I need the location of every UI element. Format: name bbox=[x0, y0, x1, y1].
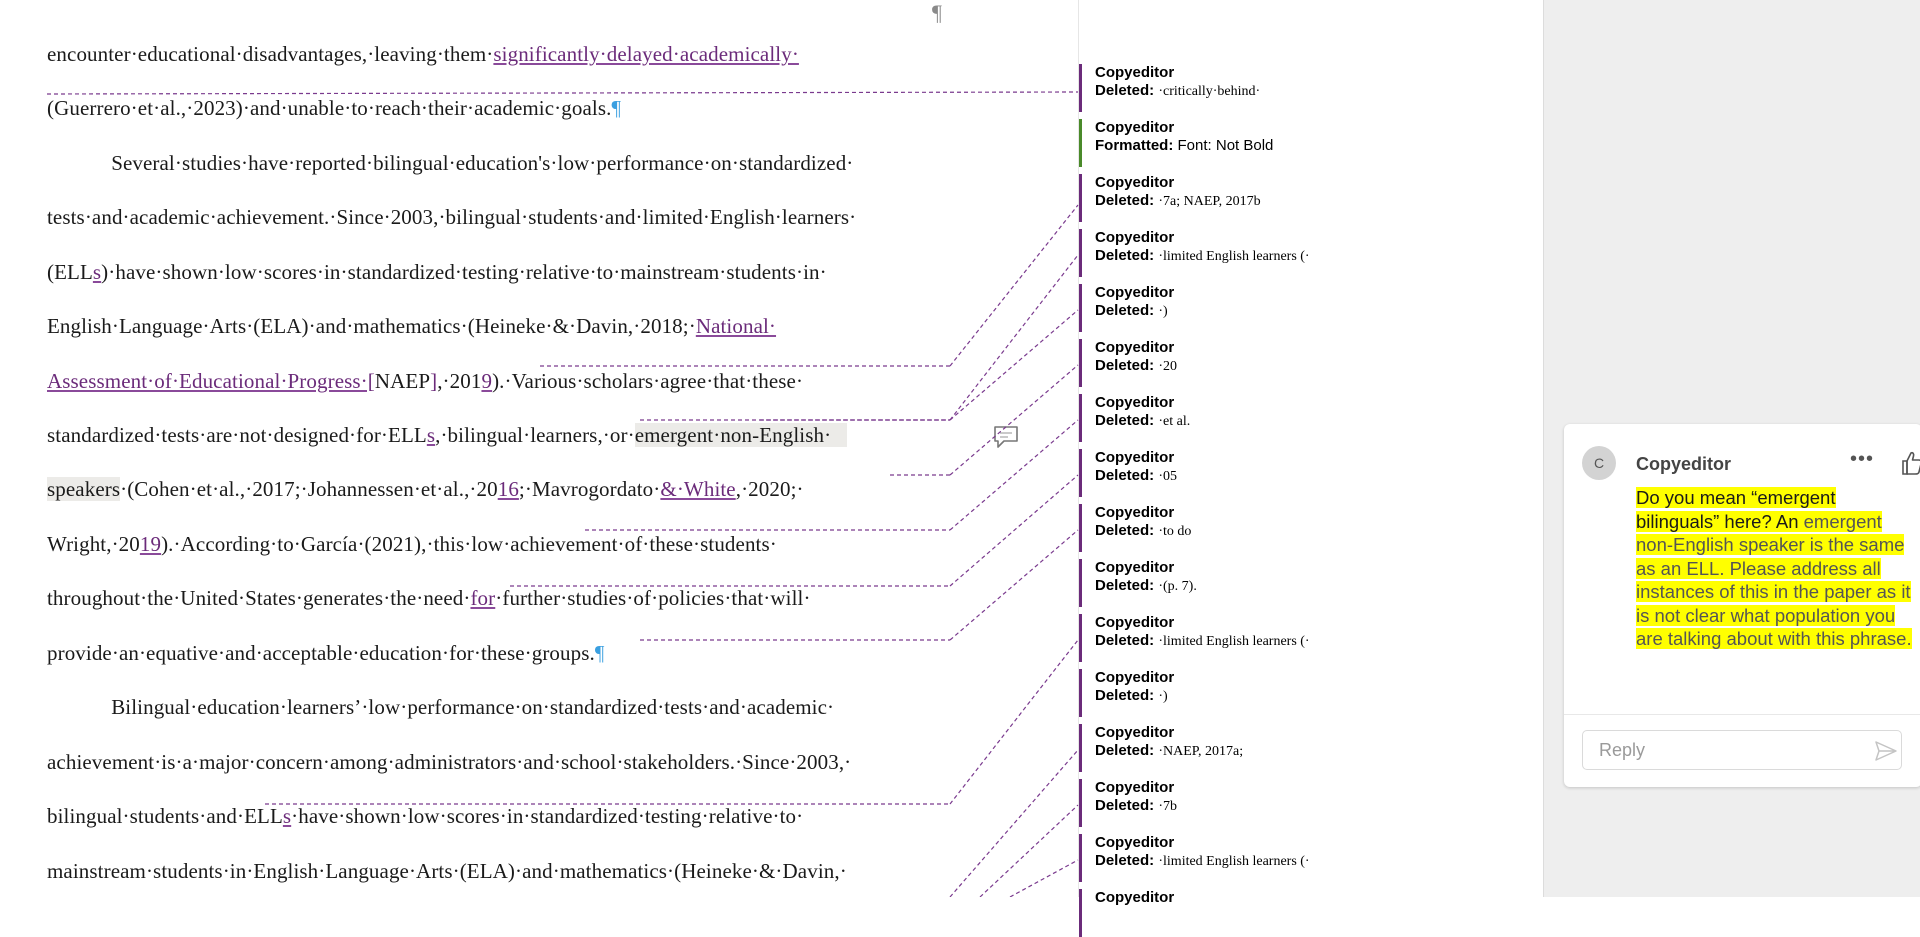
balloon-author: Copyeditor bbox=[1095, 449, 1175, 466]
text-run: ·have·shown·low·scores·in·standardized·testing·relative·to· bbox=[291, 804, 804, 828]
balloon-kind: Deleted: bbox=[1095, 82, 1155, 99]
deletion-balloon[interactable] bbox=[1079, 614, 1379, 662]
comment-anchor-icon[interactable] bbox=[992, 424, 1020, 450]
text-run: )·have·shown·low·scores·in·standardized·testing·relative·to·mainstream·students·in· bbox=[101, 260, 827, 284]
document-line[interactable] bbox=[47, 804, 803, 829]
thumbs-up-icon[interactable] bbox=[1901, 450, 1920, 476]
deletion-balloon[interactable] bbox=[1079, 64, 1379, 112]
text-run: achievement·is·a·major·concern·among·administrators·and·school·stakeholders.·Since·2003,· bbox=[47, 750, 852, 774]
text-run: (ELL bbox=[47, 260, 93, 284]
balloon-kind: Formatted: bbox=[1095, 137, 1174, 154]
tracked-insertion: significantly·delayed·academically· bbox=[493, 42, 799, 66]
document-line[interactable] bbox=[47, 859, 847, 884]
balloon-text: ·(p. 7). bbox=[1158, 579, 1197, 594]
reply-input[interactable] bbox=[1582, 730, 1902, 770]
deletion-balloon[interactable] bbox=[1079, 174, 1379, 222]
balloon-author: Copyeditor bbox=[1095, 504, 1175, 521]
text-run: standardized·tests·are·not·designed·for·ELL bbox=[47, 423, 427, 447]
document-line[interactable] bbox=[47, 750, 851, 775]
balloon-text: ·et al. bbox=[1158, 414, 1191, 429]
text-run: English·Language·Arts·(ELA)·and·mathematics·(Heineke·&·Davin,·2018;· bbox=[47, 314, 696, 338]
balloon-kind: Deleted: bbox=[1095, 357, 1155, 374]
text-run: bilingual·students·and·ELL bbox=[47, 804, 283, 828]
commented-text: emergent·non-English· bbox=[634, 423, 848, 447]
document-line[interactable] bbox=[47, 96, 621, 121]
deletion-balloon[interactable] bbox=[1079, 284, 1379, 332]
tracked-insertion: National· bbox=[695, 314, 777, 338]
document-line[interactable] bbox=[47, 42, 799, 67]
text-run: encounter·educational·disadvantages,·leaving·them· bbox=[47, 42, 494, 66]
send-icon[interactable] bbox=[1875, 741, 1897, 761]
commented-text: speakers bbox=[47, 477, 121, 501]
balloon-author: Copyeditor bbox=[1095, 559, 1175, 576]
deletion-balloon[interactable] bbox=[1079, 724, 1379, 772]
tracked-insertion: s bbox=[92, 260, 102, 284]
deletion-balloon[interactable] bbox=[1079, 834, 1379, 882]
text-run: ·further·studies·of·policies·that·will· bbox=[495, 586, 811, 610]
document-line[interactable] bbox=[47, 205, 856, 230]
pilcrow-mark: ¶ bbox=[594, 641, 605, 665]
balloon-text: ·limited English learners (· bbox=[1158, 249, 1310, 264]
balloon-author: Copyeditor bbox=[1095, 64, 1175, 81]
text-run: ).·Various·scholars·agree·that·these· bbox=[492, 369, 804, 393]
balloon-kind: Deleted: bbox=[1095, 852, 1155, 869]
balloon-author: Copyeditor bbox=[1095, 724, 1175, 741]
more-options-icon[interactable]: ••• bbox=[1850, 448, 1875, 470]
document-line[interactable] bbox=[47, 151, 853, 176]
text-run: tests·and·academic·achievement.·Since·2003,·bilingual·students·and·limited·English·learners· bbox=[47, 205, 857, 229]
text-run: ·(Cohen·et·al.,·2017;·Johannessen·et·al.,·20 bbox=[120, 477, 498, 501]
balloon-author: Copyeditor bbox=[1095, 614, 1175, 631]
tracked-insertion: s bbox=[426, 423, 436, 447]
balloon-kind: Deleted: bbox=[1095, 302, 1155, 319]
text-run: ,·2020;· bbox=[735, 477, 804, 501]
text-run: throughout·the·United·States·generates·the·need· bbox=[47, 586, 471, 610]
balloon-text: ·) bbox=[1158, 304, 1168, 319]
balloon-author: Copyeditor bbox=[1095, 889, 1175, 906]
document-line[interactable] bbox=[47, 477, 804, 502]
tracked-insertion: 16 bbox=[497, 477, 519, 501]
pilcrow-mark: ¶ bbox=[611, 96, 622, 120]
deletion-balloon[interactable] bbox=[1079, 559, 1379, 607]
balloon-kind: Deleted: bbox=[1095, 632, 1155, 649]
text-run: ,·bilingual·learners,·or· bbox=[435, 423, 635, 447]
tracked-insertion: 19 bbox=[139, 532, 162, 556]
deletion-balloon[interactable] bbox=[1079, 779, 1379, 827]
divider bbox=[1564, 714, 1920, 715]
tracked-insertion: for bbox=[470, 586, 496, 610]
document-line[interactable] bbox=[47, 423, 847, 448]
comment-text bbox=[1636, 486, 1912, 651]
balloon-author: Copyeditor bbox=[1095, 229, 1175, 246]
document-line[interactable] bbox=[47, 586, 811, 611]
balloon-author: Copyeditor bbox=[1095, 284, 1175, 301]
balloon-text: ·to do bbox=[1158, 524, 1192, 539]
balloon-text: ·critically·behind· bbox=[1158, 84, 1261, 99]
balloon-text: ·05 bbox=[1158, 469, 1178, 484]
document-line[interactable] bbox=[47, 314, 776, 339]
comment-author: Copyeditor bbox=[1636, 454, 1732, 474]
balloon-text: ·limited English learners (· bbox=[1158, 854, 1310, 869]
balloon-text: ·7b bbox=[1158, 799, 1178, 814]
comments-pane bbox=[1543, 0, 1920, 897]
reply-placeholder: Reply bbox=[1599, 740, 1646, 760]
balloon-kind: Deleted: bbox=[1095, 742, 1155, 759]
deletion-balloon[interactable] bbox=[1079, 339, 1379, 387]
balloon-kind: Deleted: bbox=[1095, 192, 1155, 209]
deletion-balloon[interactable] bbox=[1079, 229, 1379, 277]
tracked-insertion: ] bbox=[430, 369, 438, 393]
balloon-text: Font: Not Bold bbox=[1177, 137, 1274, 154]
text-run: Wright,·20 bbox=[47, 532, 140, 556]
balloon-kind: Deleted: bbox=[1095, 797, 1155, 814]
tracked-insertion: s bbox=[282, 804, 292, 828]
balloon-kind: Deleted: bbox=[1095, 247, 1155, 264]
balloon-author: Copyeditor bbox=[1095, 174, 1175, 191]
text-run: Bilingual·education·learners’·low·performance·on·standardized·tests·and·academic· bbox=[47, 695, 835, 719]
comment-text-highlight: Do you mean “emergent bilinguals” here? An bbox=[1636, 487, 1836, 532]
balloon-author: Copyeditor bbox=[1095, 779, 1175, 796]
tracked-insertion: Assessment·of·Educational·Progress·[ bbox=[47, 369, 375, 393]
text-run: (Guerrero·et·al.,·2023)·and·unable·to·reach·their·academic·goals. bbox=[47, 96, 612, 120]
deletion-balloon[interactable] bbox=[1079, 394, 1379, 442]
balloon-kind: Deleted: bbox=[1095, 412, 1155, 429]
balloon-author: Copyeditor bbox=[1095, 339, 1175, 356]
avatar: C bbox=[1582, 446, 1616, 480]
balloon-text: ·20 bbox=[1158, 359, 1178, 374]
text-run: ).·According·to·García·(2021),·this·low·achievement·of·these·students· bbox=[161, 532, 777, 556]
deletion-balloon[interactable] bbox=[1079, 449, 1379, 497]
markup-balloon-pane bbox=[1078, 0, 1544, 906]
document-line[interactable] bbox=[47, 260, 827, 285]
comment-card[interactable] bbox=[1564, 424, 1920, 787]
deletion-balloon[interactable] bbox=[1079, 889, 1379, 937]
balloon-kind: Deleted: bbox=[1095, 467, 1155, 484]
format-balloon[interactable] bbox=[1079, 119, 1379, 167]
text-run: NAEP bbox=[374, 369, 431, 393]
document-line[interactable] bbox=[47, 695, 834, 720]
balloon-kind: Deleted: bbox=[1095, 577, 1155, 594]
balloon-text: ·) bbox=[1158, 689, 1168, 704]
balloon-kind: Deleted: bbox=[1095, 522, 1155, 539]
pilcrow-mark: ¶ bbox=[932, 0, 942, 25]
text-run: provide·an·equative·and·acceptable·education·for·these·groups. bbox=[47, 641, 595, 665]
tracked-insertion: 9 bbox=[481, 369, 493, 393]
document-line[interactable] bbox=[47, 532, 777, 557]
text-run: ;·Mavrogordato· bbox=[518, 477, 661, 501]
balloon-author: Copyeditor bbox=[1095, 834, 1175, 851]
balloon-text: ·7a; NAEP, 2017b bbox=[1158, 194, 1261, 209]
balloon-kind: Deleted: bbox=[1095, 687, 1155, 704]
document-line[interactable] bbox=[47, 369, 803, 394]
deletion-balloon[interactable] bbox=[1079, 669, 1379, 717]
balloon-text: ·NAEP, 2017a; bbox=[1158, 744, 1244, 759]
balloon-author: Copyeditor bbox=[1095, 394, 1175, 411]
text-run: ,·201 bbox=[437, 369, 482, 393]
document-line[interactable] bbox=[47, 641, 604, 666]
text-run: mainstream·students·in·English·Language·Arts·(ELA)·and·mathematics·(Heineke·&·Davin,· bbox=[47, 859, 847, 883]
comment-text-rest: emergent non-English speaker is the same as an ELL. Please address all instances of this in the paper as it is not clear what population you are talking about with this phrase. bbox=[1636, 510, 1912, 649]
text-run: Several·studies·have·reported·bilingual·education's·low·performance·on·standardized· bbox=[47, 151, 854, 175]
deletion-balloon[interactable] bbox=[1079, 504, 1379, 552]
balloon-author: Copyeditor bbox=[1095, 669, 1175, 686]
balloon-author: Copyeditor bbox=[1095, 119, 1175, 136]
tracked-insertion: &·White bbox=[660, 477, 736, 501]
balloon-text: ·limited English learners (· bbox=[1158, 634, 1310, 649]
